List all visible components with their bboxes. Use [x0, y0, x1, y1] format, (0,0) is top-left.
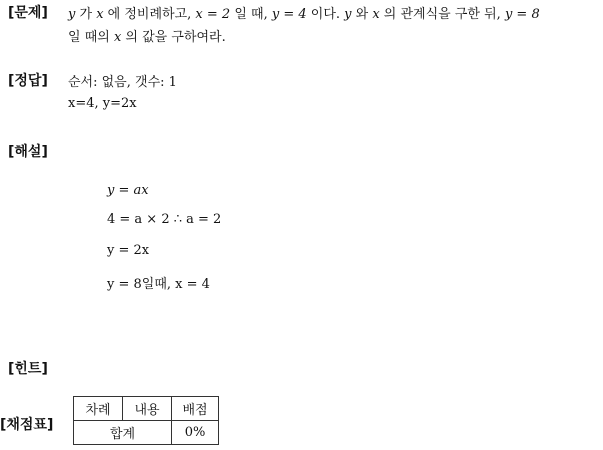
scoring-table [73, 396, 219, 445]
hint-label: [힌트] [8, 361, 48, 377]
answer-value: x=4, y=2x [68, 96, 137, 111]
problem-line-1: y 가 x 에 정비례하고, x = 2 일 때, y = 4 이다. y 와 x 의 관계식을 구한 뒤, y = 8 [68, 7, 540, 22]
scoring-total-value: 0% [172, 421, 219, 445]
scoring-header-row [74, 397, 219, 421]
problem-label: [문제] [8, 5, 48, 21]
scoring-header-order: 차례 [74, 397, 123, 421]
explanation-label: [해설] [8, 144, 48, 160]
answer-label: [정답] [8, 73, 48, 89]
problem-line-2: 일 때의 x 의 값을 구하여라. [68, 30, 226, 45]
scoring-header-content: 내용 [123, 397, 172, 421]
explanation-line-2: 4 = a × 2 ∴ a = 2 [107, 212, 222, 227]
scoring-total-label: 합계 [74, 421, 172, 445]
answer-meta: 순서: 없음, 갯수: 1 [68, 75, 177, 90]
scoring-total-row [74, 421, 219, 445]
explanation-line-1: y = ax [107, 183, 149, 198]
explanation-line-3: y = 2x [107, 243, 150, 258]
explanation-line-4: y = 8일때, x = 4 [107, 277, 210, 292]
scoring-label: [채점표] [0, 417, 54, 433]
scoring-header-points: 배점 [172, 397, 219, 421]
